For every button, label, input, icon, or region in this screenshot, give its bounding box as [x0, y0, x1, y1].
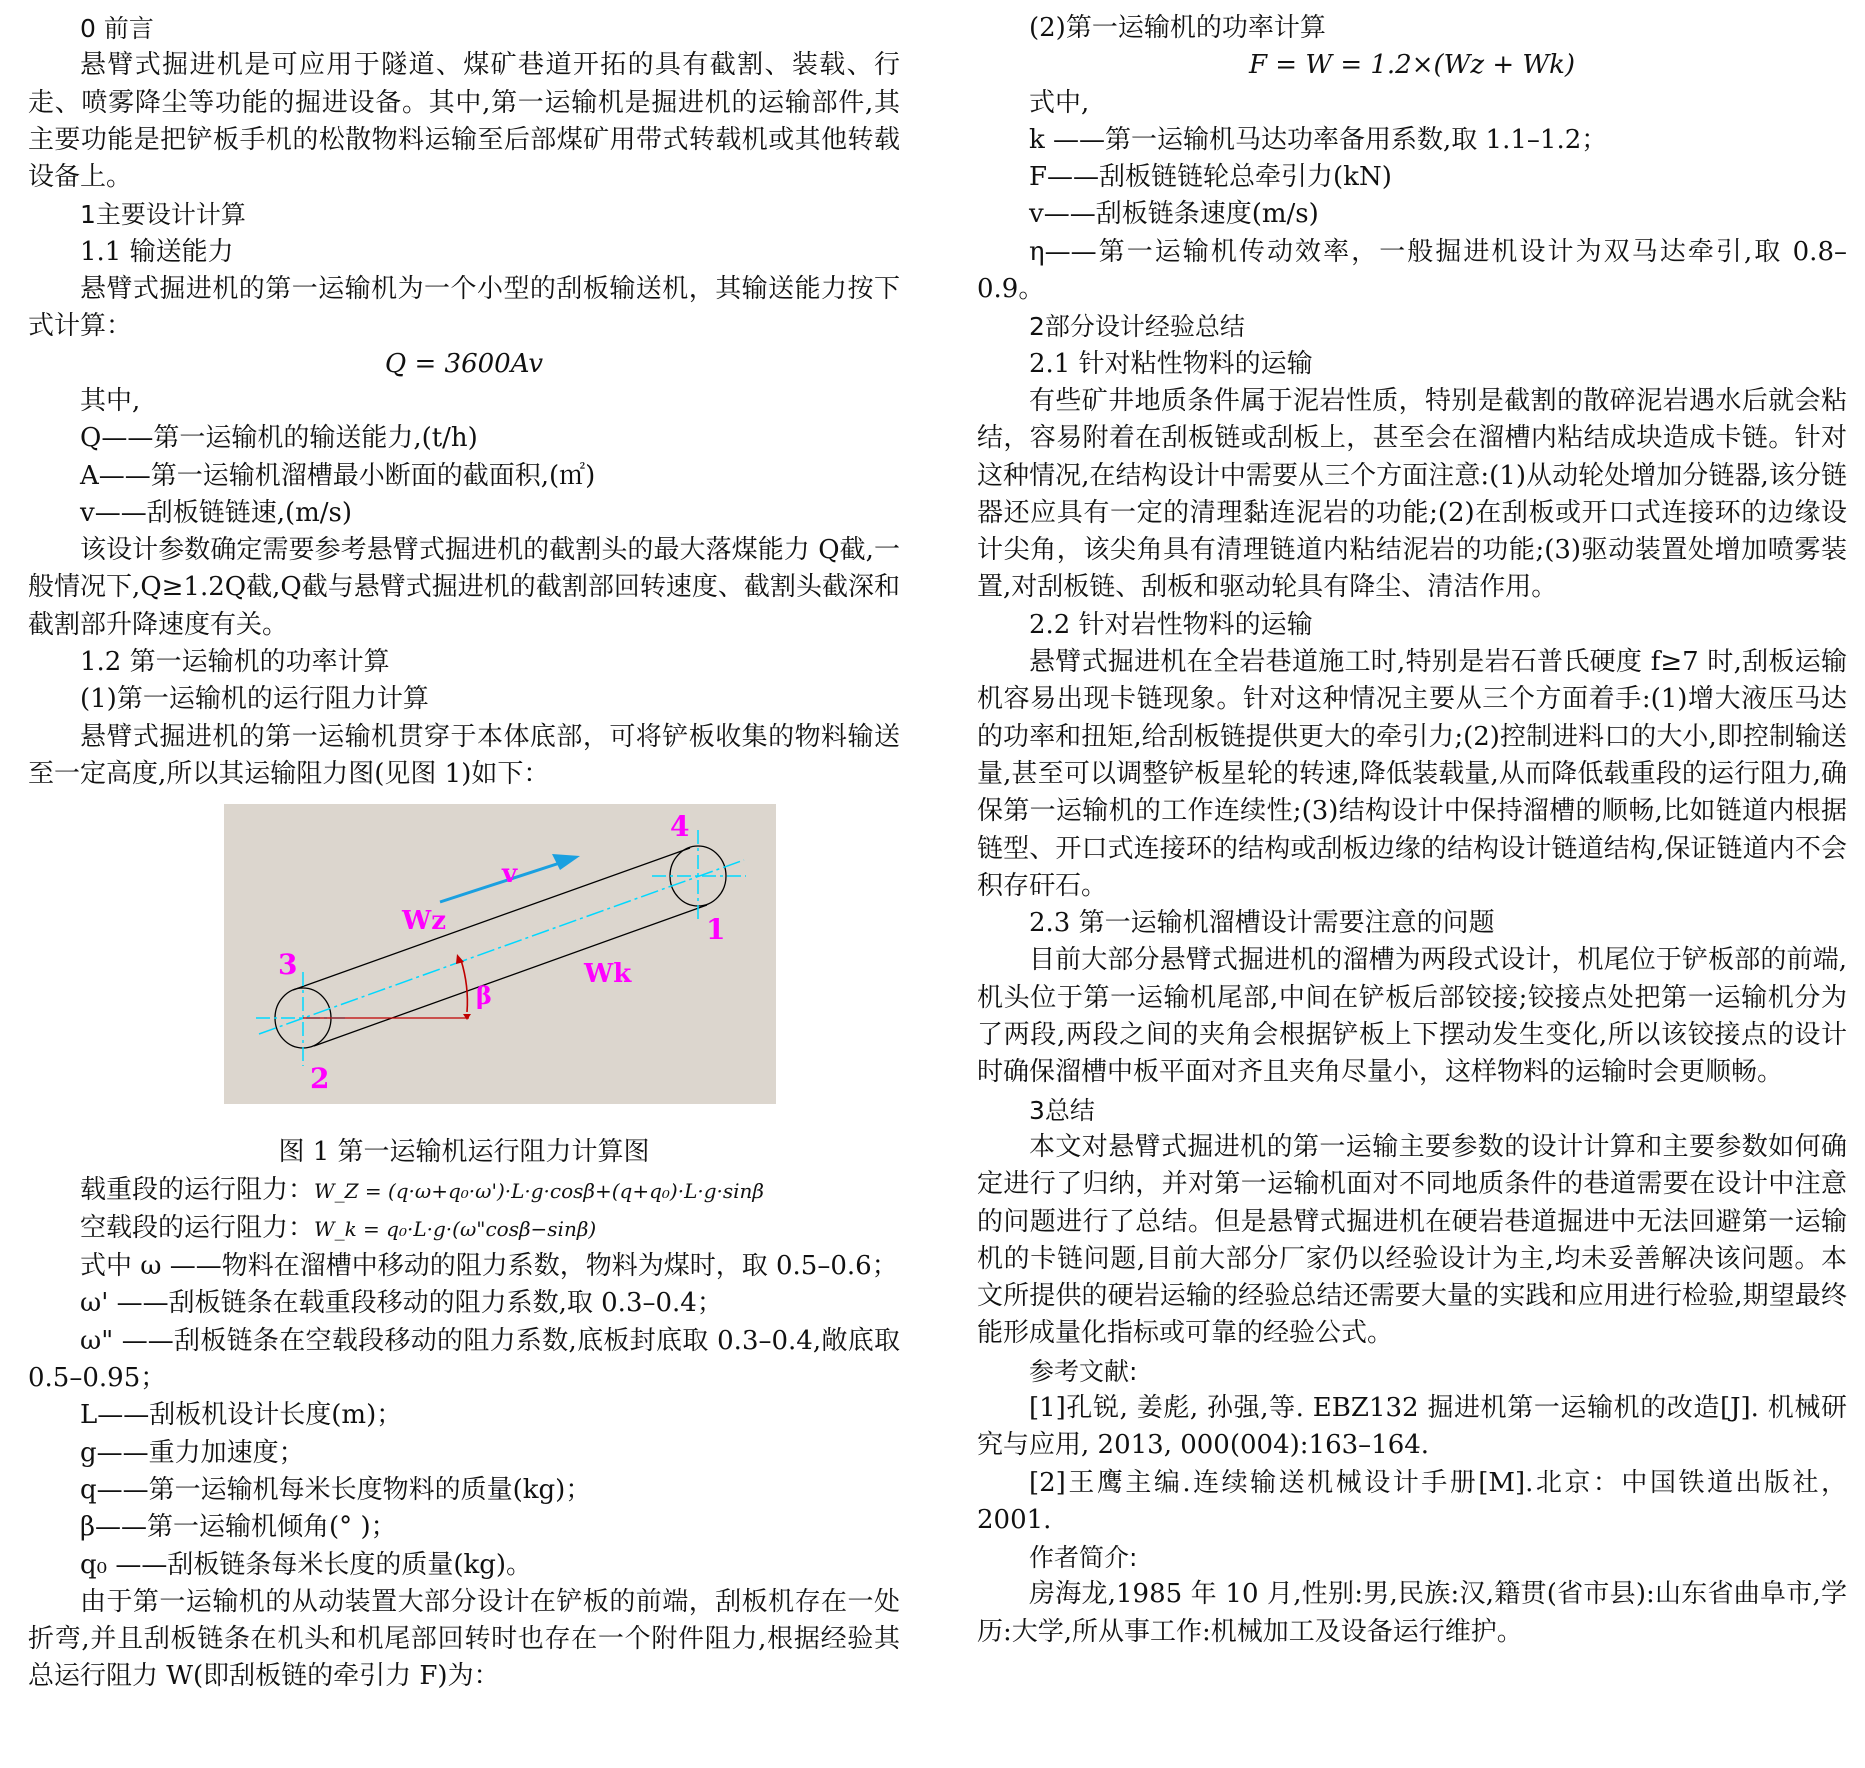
label-beta: β	[476, 981, 492, 1011]
section-heading-intro: 0 前言	[80, 14, 154, 43]
label-2: 2	[310, 1062, 330, 1096]
definition-g: g——重力加速度；	[80, 1437, 305, 1468]
subsection-heading-2: (2)第一运输机的功率计算	[1029, 13, 1326, 43]
section-heading-1-2: 1.2 第一运输机的功率计算	[80, 647, 390, 678]
conveyor-diagram	[224, 804, 776, 1104]
definition-omega-double-prime: ω" ——刮板链条在空载段移动的阻力系数,底板封底取 0.3–0.4,敞底取 0.5–0.95；	[28, 1325, 900, 1394]
paragraph-3: 本文对悬臂式掘进机的第一运输主要参数的设计计算和主要参数如何确定进行了归纳，并对第一运输机面对不同地质条件的巷道需要在设计中注意的问题进行了总结。但是悬臂式掘进机在硬岩巷道掘进中无法回避第一运输机的卡链问题,目前大部分厂家仍以经验设计为主,均未妥善解决该问题。本文所提供的硬岩运输的经验总结还需要大量的实践和应用进行检验,期望最终能形成量化指标或可靠的经验公式。	[977, 1131, 1847, 1349]
section-heading-2-3: 2.3 第一运输机溜槽设计需要注意的问题	[1029, 908, 1495, 939]
load-resistance-label: 载重段的运行阻力：	[80, 1174, 315, 1205]
definition-v-2: v——刮板链条速度(m/s)	[1029, 199, 1319, 230]
definition-q0: q₀ ——刮板链条每米长度的质量(kg)。	[80, 1549, 533, 1580]
intro-paragraph: 悬臂式掘进机是可应用于隧道、煤矿巷道开拓的具有截割、装载、行走、喷雾降尘等功能的掘进设备。其中,第一运输机是掘进机的运输部件,其主要功能是把铲板手机的松散物料运输至后部煤矿用带式转载机或其他转载设备上。	[28, 50, 900, 193]
where-label: 其中,	[80, 385, 141, 416]
paragraph-2-1: 有些矿井地质条件属于泥岩性质，特别是截割的散碎泥岩遇水后就会粘结，容易附着在刮板链或刮板上，甚至会在溜槽内粘结成块造成卡链。针对这种情况,在结构设计中需要从三个方面注意:(1)从动轮处增加分链器,该分链器还应具有一定的清理黏连泥岩的功能;(2)在刮板或开口式连接环的边缘设计尖角，该尖角具有清理链道内粘结泥岩的功能;(3)驱动装置处增加喷雾装置,对刮板链、刮板和驱动轮具有降尘、清洁作用。	[977, 385, 1847, 603]
paragraph-resistance: 悬臂式掘进机的第一运输机贯穿于本体底部，可将铲板收集的物料输送至一定高度,所以其运输阻力图(见图 1)如下：	[28, 721, 900, 789]
references-heading: 参考文献:	[1029, 1356, 1138, 1386]
figure-1	[224, 804, 776, 1104]
section-heading-2: 2部分设计经验总结	[1029, 312, 1245, 342]
label-wz: Wz	[402, 906, 446, 937]
definition-v: v——刮板链链速,(m/s)	[80, 497, 352, 528]
author-heading: 作者简介:	[1029, 1543, 1138, 1573]
left-column	[28, 10, 900, 1696]
label-v: v	[502, 859, 518, 890]
definition-l: L——刮板机设计长度(m)；	[80, 1400, 403, 1431]
section-heading-2-2: 2.2 针对岩性物料的运输	[1029, 609, 1313, 640]
empty-resistance-label: 空载段的运行阻力：	[80, 1212, 315, 1243]
figure-background	[224, 804, 776, 1104]
section-heading-2-1: 2.1 针对粘性物料的运输	[1029, 348, 1313, 379]
definition-f: F——刮板链链轮总牵引力(kN)	[1029, 162, 1392, 193]
definition-a: A——第一运输机溜槽最小断面的截面积,(㎡)	[80, 460, 596, 491]
definition-beta: β——第一运输机倾角(° )；	[80, 1512, 397, 1543]
label-3: 3	[278, 948, 298, 982]
label-1: 1	[706, 913, 726, 947]
reference-1: [1]孔锐, 姜彪, 孙强,等. EBZ132 掘进机第一运输机的改造[J]. 机械研究与应用, 2013, 000(004):163–164.	[977, 1392, 1847, 1461]
paragraph-q-cut: 该设计参数确定需要参考悬臂式掘进机的截割头的最大落煤能力 Q截,一般情况下,Q≥1.2Q截,Q截与悬臂式掘进机的截割部回转速度、截割头截深和截割部升降速度有关。	[28, 535, 900, 640]
paragraph-2-2: 悬臂式掘进机在全岩巷道施工时,特别是岩石普氏硬度 f≥7 时,刮板运输机容易出现卡链现象。针对这种情况主要从三个方面着手:(1)增大液压马达的功率和扭矩,给刮板链提供更大的牵引力;(2)控制进料口的大小,即控制输送量,甚至可以调整铲板星轮的转速,降低装载量,从而降低载重段的运行阻力,确保第一运输机的工作连续性;(3)结构设计中保持溜槽的顺畅,比如链道内根据链型、开口式连接环的结构或刮板边缘的结构设计链道结构,保证链道内不会积存矸石。	[977, 647, 1847, 901]
section-heading-3: 3总结	[1029, 1095, 1095, 1125]
empty-resistance-formula: W_k = q₀·L·g·(ω"cosβ−sinβ)	[314, 1216, 597, 1241]
load-resistance-formula: W_Z = (q·ω+q₀·ω')·L·g·cosβ+(q+q₀)·L·g·sinβ	[314, 1178, 764, 1203]
label-4: 4	[670, 810, 690, 844]
author-bio: 房海龙,1985 年 10 月,性别:男,民族:汉,籍贯(省市县):山东省曲阜市,学历:大学,所从事工作:机械加工及设备运行维护。	[977, 1579, 1847, 1647]
figure-caption: 图 1 第一运输机运行阻力计算图	[278, 1137, 650, 1168]
where-label-2: 式中,	[1029, 87, 1090, 118]
section-heading-1-1: 1.1 输送能力	[80, 236, 234, 267]
reference-2: [2]王鹰主编.连续输送机械设计手册[M].北京：中国铁道出版社，2001.	[977, 1467, 1847, 1535]
definition-omega-prime: ω' ——刮板链条在载重段移动的阻力系数,取 0.3–0.4；	[80, 1288, 723, 1319]
label-wk: Wk	[584, 959, 632, 990]
definition-omega: 式中 ω ——物料在溜槽中移动的阻力系数，物料为煤时，取 0.5–0.6；	[80, 1251, 898, 1282]
paragraph-1-1: 悬臂式掘进机的第一运输机为一个小型的刮板输送机，其输送能力按下式计算：	[28, 274, 900, 342]
definition-q-mass: q——第一运输机每米长度物料的质量(kg)；	[80, 1474, 592, 1505]
right-column	[977, 10, 1847, 1651]
paragraph-total-resistance: 由于第一运输机的从动装置大部分设计在铲板的前端，刮板机存在一处折弯,并且刮板链条在机头和机尾部回转时也存在一个附件阻力,根据经验其总运行阻力 W(即刮板链的牵引力 F)为：	[28, 1586, 900, 1692]
paragraph-2-3: 目前大部分悬臂式掘进机的溜槽为两段式设计，机尾位于铲板部的前端,机头位于第一运输机尾部,中间在铲板后部铰接;铰接点处把第一运输机分为了两段,两段之间的夹角会根据铲板上下摆动发生变化,所以该铰接点的设计时确保溜槽中板平面对齐且夹角尽量小，这样物料的运输时会更顺畅。	[977, 945, 1847, 1088]
definition-eta: η——第一运输机传动效率，一般掘进机设计为双马达牵引,取 0.8–0.9。	[977, 236, 1847, 305]
section-heading-1: 1主要设计计算	[80, 200, 246, 230]
definition-k: k ——第一运输机马达功率备用系数,取 1.1–1.2；	[1029, 124, 1608, 155]
equation-f: F = W = 1.2×(Wz + Wk)	[1248, 50, 1576, 81]
subsection-heading-1: (1)第一运输机的运行阻力计算	[80, 684, 429, 715]
equation-q: Q = 3600Av	[384, 348, 544, 379]
load-resistance-line	[28, 1172, 900, 1210]
definition-q: Q——第一运输机的输送能力,(t/h)	[80, 423, 478, 454]
empty-resistance-line	[28, 1210, 900, 1248]
